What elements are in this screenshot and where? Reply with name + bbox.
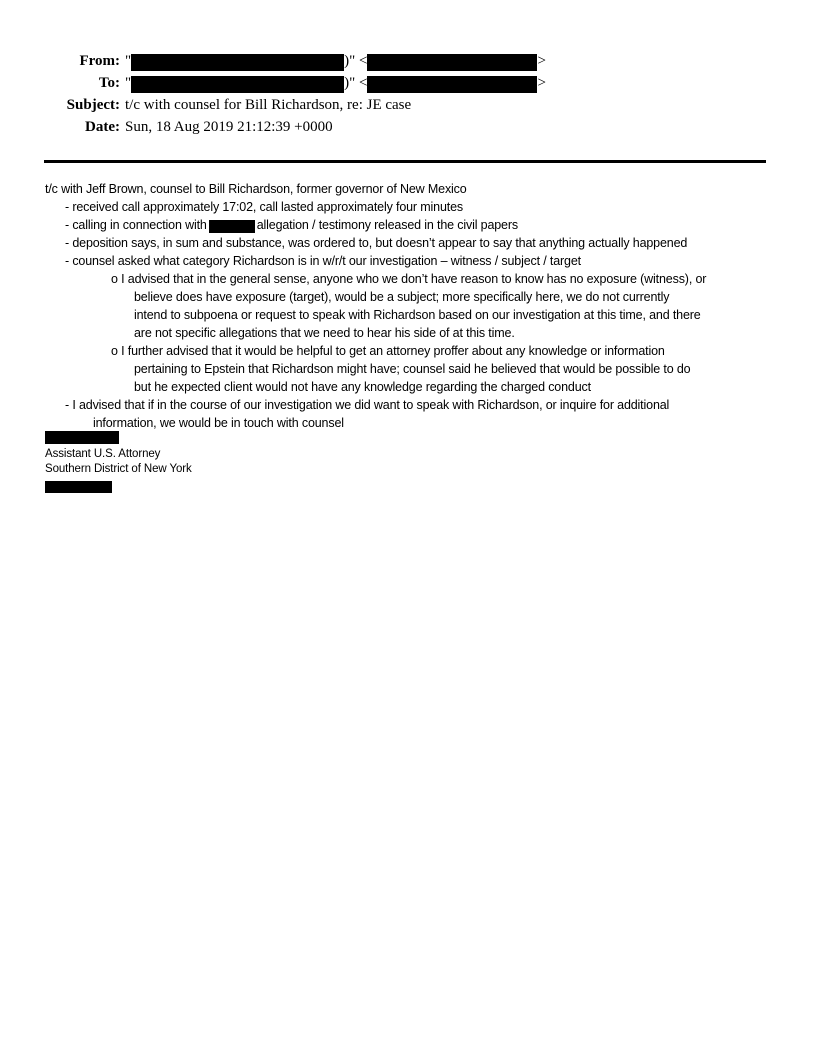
body-line: are not specific allegations that we need to hear his side of at this time. [134, 326, 515, 340]
header-field-value: " )" < > [125, 53, 546, 69]
header-row [45, 50, 546, 72]
body-line: - deposition says, in sum and substance, was ordered to, but doesn’t appear to say that anything actually happened [65, 236, 688, 250]
header-field-value: Sun, 18 Aug 2019 21:12:39 +0000 [125, 119, 333, 135]
body-line: - counsel asked what category Richardson is in w/r/t our investigation – witness / subject / target [65, 254, 581, 268]
redaction-bar [131, 76, 344, 93]
signature-line: Assistant U.S. Attorney [45, 448, 161, 460]
body-line: but he expected client would not have any knowledge regarding the charged conduct [134, 380, 591, 394]
header-divider-rule [44, 160, 766, 163]
header-field-label: From: [79, 53, 120, 69]
body-line: - I advised that if in the course of our investigation we did want to speak with Richardson, or inquire for additional [65, 398, 670, 412]
signature-line: Southern District of New York [45, 463, 192, 475]
body-line: pertaining to Epstein that Richardson might have; counsel said he believed that would be possible to do [134, 362, 691, 376]
header-row [45, 116, 546, 138]
email-signature [45, 431, 192, 493]
body-line: o I advised that in the general sense, anyone who we don’t have reason to know has no exposure (witness), or [111, 272, 707, 286]
body-line: believe does have exposure (target), would be a subject; more specifically here, we do not currently [134, 290, 670, 304]
signature-redaction-bar [45, 431, 119, 444]
header-row [45, 72, 546, 94]
body-line: - received call approximately 17:02, call lasted approximately four minutes [65, 200, 463, 214]
email-header [45, 50, 546, 138]
header-field-label: Date: [85, 119, 120, 135]
redaction-bar [131, 54, 344, 71]
redaction-bar-inline [209, 220, 255, 233]
body-line: intend to subpoena or request to speak with Richardson based on our investigation at this time, and there [134, 308, 701, 322]
body-line: o I further advised that it would be helpful to get an attorney proffer about any knowledge or information [111, 344, 665, 358]
body-line: t/c with Jeff Brown, counsel to Bill Richardson, former governor of New Mexico [45, 182, 467, 196]
header-field-value: t/c with counsel for Bill Richardson, re: JE case [125, 97, 412, 113]
redaction-bar [367, 76, 537, 93]
header-field-value: " )" < > [125, 75, 546, 91]
body-line: - calling in connection with allegation / testimony released in the civil papers [65, 218, 518, 232]
body-line: information, we would be in touch with counsel [93, 416, 344, 430]
header-field-label: To: [98, 75, 120, 91]
header-row [45, 94, 546, 116]
header-field-label: Subject: [66, 97, 120, 113]
email-body [45, 180, 795, 432]
signature-redaction-bar [45, 481, 112, 493]
redaction-bar [367, 54, 537, 71]
